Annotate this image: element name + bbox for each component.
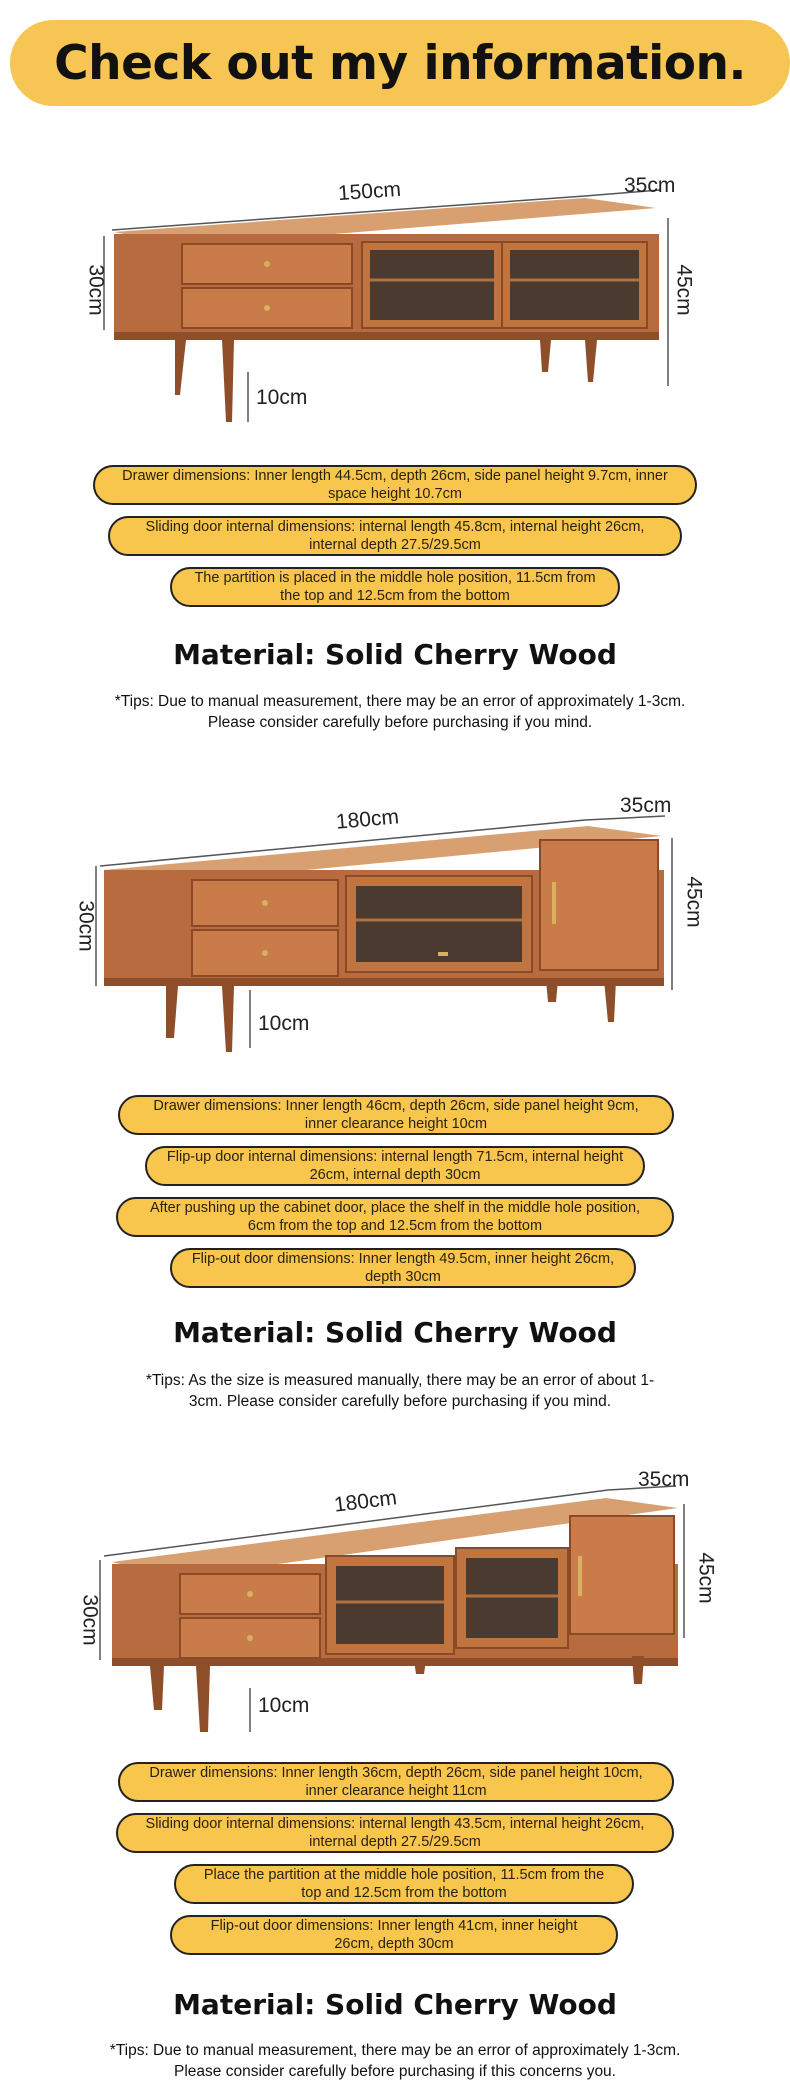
- spec-drawer-dimensions: Drawer dimensions: Inner length 36cm, depth 26cm, side panel height 10cm, inner clearance height 11cm: [118, 1762, 674, 1802]
- spec-partition-position: The partition is placed in the middle hole position, 11.5cm from the top and 12.5cm from the bottom: [170, 567, 620, 607]
- product-2: [0, 790, 790, 1410]
- width-dimension-label: 180cm: [332, 1486, 399, 1517]
- height-dimension-label: 45cm: [682, 876, 706, 928]
- tips-note: *Tips: Due to manual measurement, there may be an error of approximately 1-3cm. Please consider carefully before purchasing if you mind.: [114, 693, 686, 731]
- spec-shelf-position: After pushing up the cabinet door, place the shelf in the middle hole position, 6cm from the top and 12.5cm from the bottom: [116, 1197, 674, 1237]
- spec-drawer-dimensions: Drawer dimensions: Inner length 46cm, depth 26cm, side panel height 9cm, inner clearance height 10cm: [118, 1095, 674, 1135]
- leg-dimension-label: 10cm: [258, 1694, 310, 1717]
- body-dimension-label: 30cm: [74, 900, 98, 952]
- spec-partition-position: Place the partition at the middle hole position, 11.5cm from the top and 12.5cm from the bottom: [174, 1864, 634, 1904]
- spec-sliding-door-dimensions: Sliding door internal dimensions: internal length 43.5cm, internal height 26cm, internal depth 27.5/29.5cm: [116, 1813, 674, 1853]
- product-3: [0, 1460, 790, 2090]
- spec-flip-out-door-dimensions: Flip-out door dimensions: Inner length 49.5cm, inner height 26cm, depth 30cm: [170, 1248, 636, 1288]
- spec-sliding-door-dimensions: Sliding door internal dimensions: internal length 45.8cm, internal height 26cm, internal depth 27.5/29.5cm: [108, 516, 682, 556]
- body-dimension-label: 30cm: [84, 264, 108, 316]
- tips-note: *Tips: Due to manual measurement, there may be an error of approximately 1-3cm. Please consider carefully before purchasing if this concerns you.: [109, 2042, 681, 2080]
- spec-flip-up-door-dimensions: Flip-up door internal dimensions: internal length 71.5cm, internal height 26cm, internal depth 30cm: [145, 1146, 645, 1186]
- body-dimension-label: 30cm: [78, 1594, 102, 1646]
- material-heading: Material: Solid Cherry Wood: [173, 1316, 617, 1349]
- width-dimension-label: 180cm: [335, 805, 400, 834]
- tv-cabinet-180-door-illustration: [0, 790, 790, 1070]
- header-banner: [10, 20, 790, 106]
- leg-dimension-label: 10cm: [258, 1012, 310, 1035]
- material-heading: Material: Solid Cherry Wood: [173, 1988, 617, 2021]
- spec-flip-out-door-dimensions: Flip-out door dimensions: Inner length 41cm, inner height 26cm, depth 30cm: [170, 1915, 618, 1955]
- spec-drawer-dimensions: Drawer dimensions: Inner length 44.5cm, depth 26cm, side panel height 9.7cm, inner space height 10.7cm: [93, 465, 697, 505]
- depth-dimension-label: 35cm: [638, 1468, 690, 1491]
- material-heading: Material: Solid Cherry Wood: [173, 638, 617, 671]
- product-1: [0, 160, 790, 750]
- height-dimension-label: 45cm: [694, 1552, 718, 1604]
- depth-dimension-label: 35cm: [624, 174, 676, 197]
- tips-note: *Tips: As the size is measured manually, there may be an error of about 1-3cm. Please consider carefully before purchasing if you mind.: [145, 1372, 655, 1410]
- leg-dimension-label: 10cm: [256, 386, 308, 409]
- width-dimension-label: 150cm: [337, 177, 402, 206]
- page-title: Check out my information.: [54, 35, 746, 91]
- depth-dimension-label: 35cm: [620, 794, 672, 817]
- height-dimension-label: 45cm: [672, 264, 696, 316]
